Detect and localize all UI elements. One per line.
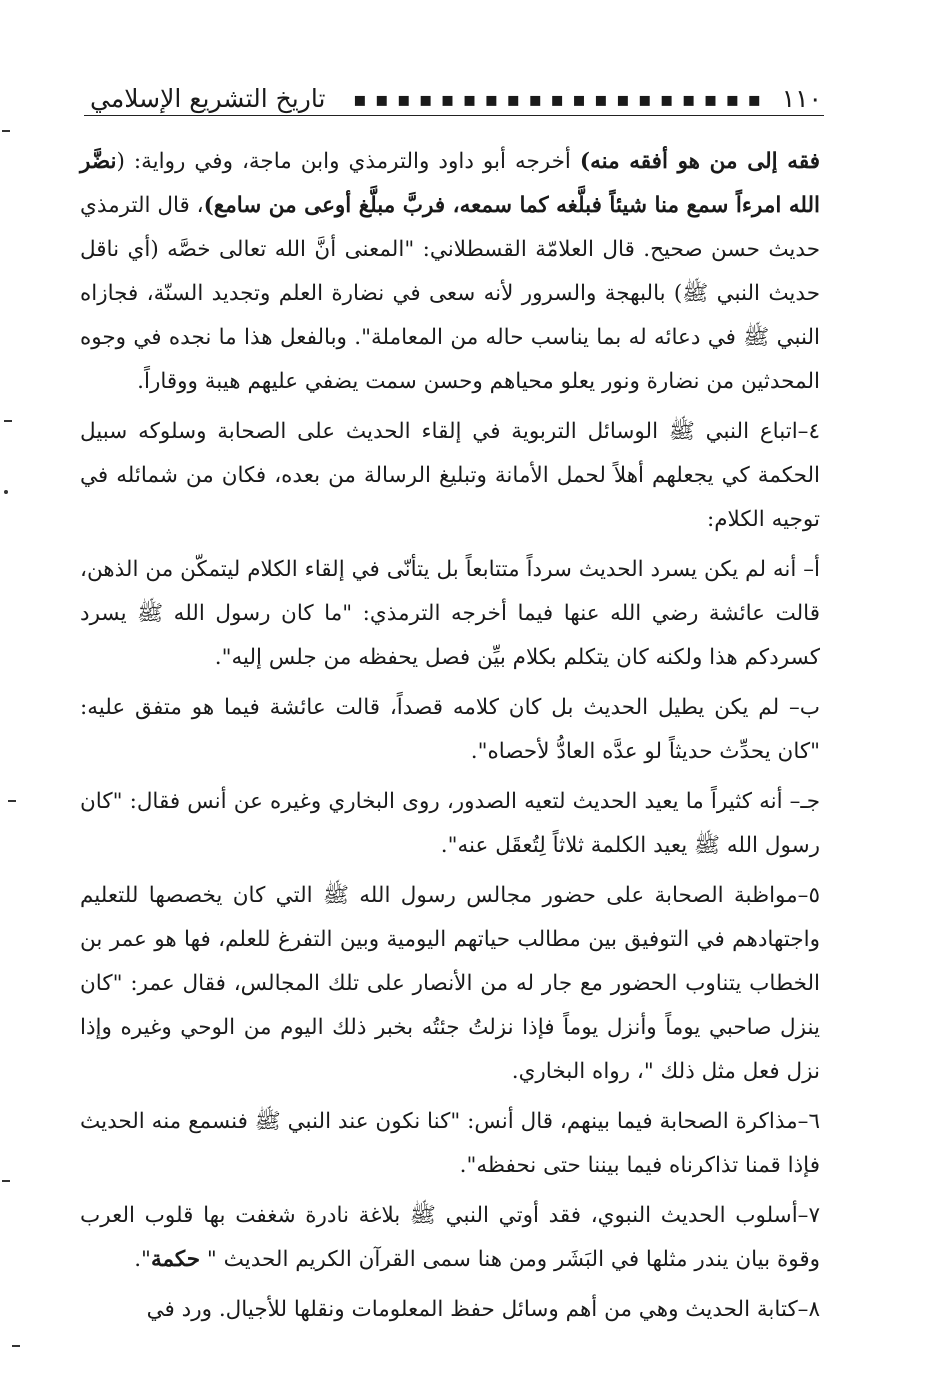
- header-rule: [84, 115, 824, 116]
- paragraph-item-6: ٦–مذاكرة الصحابة فيما بينهم، قال أنس: "كنا نكون عند النبي ﷺ فنسمع منه الحديث فإذا قمنا تذاكرناه فيما بيننا حتى نحفظه".: [80, 1109, 820, 1178]
- page-number: ١١٠: [781, 84, 822, 113]
- running-title: تاريخ التشريع الإسلامي: [90, 84, 326, 113]
- header-dotted-leader: ▪ ▪ ▪ ▪ ▪ ▪ ▪ ▪ ▪ ▪ ▪ ▪ ▪ ▪ ▪ ▪ ▪ ▪ ▪: [353, 87, 762, 111]
- text-run: ".: [134, 1247, 151, 1272]
- paragraph-hadith-commentary: [80, 140, 820, 404]
- bold-word: حكمة: [150, 1247, 201, 1272]
- scan-edge-mark: [8, 800, 16, 802]
- text-run: أخرجه أبو داود والترمذي وابن ماجة، وفي رواية: (: [116, 149, 580, 174]
- paragraph-item-7: [80, 1194, 820, 1282]
- paragraph-item-c: جـ– أنه كثيراً ما يعيد الحديث لتعيه الصدور، روى البخاري وغيره عن أنس فقال: "كان رسول الله ﷺ يعيد الكلمة ثلاثاً لِتُعقَل عنه".: [80, 789, 820, 858]
- scan-edge-mark: [2, 130, 10, 132]
- paragraph-item-b: ب– لم يكن يطيل الحديث بل كان كلامه قصداً، قالت عائشة فيما هو متفق عليه: "كان يحدِّث حديثاً لو عدَّه العادُّ لأحصاه".: [80, 695, 820, 764]
- scan-edge-mark: [12, 1345, 20, 1347]
- bold-quote: فقه إلى من هو أفقه منه): [579, 149, 820, 174]
- paragraph-item-a: أ– أنه لم يكن يسرد الحديث سرداً متتابعاً بل يتأنّى في إلقاء الكلام ليتمكّن من الذهن، قالت عائشة رضي الله عنها فيما أخرجه الترمذي: "ما كان رسول الله ﷺ يسرد كسردكم هذا ولكنه كان يتكلم بكلام بيِّن فصل يحفظه من جلس إليه".: [80, 557, 820, 670]
- paragraph-item-5: ٥–مواظبة الصحابة على حضور مجالس رسول الله ﷺ التي كان يخصصها للتعليم واجتهادهم في التوفيق بين مطالب حياتهم اليومية وبين التفرغ للعلم، فها هو عمر بن الخطاب يتناوب الحضور مع جار له من الأنصار على تلك المجالس، فقال عمر: "كان ينزل صاحبي يوماً وأنزل يوماً فإذا نزلتُ جئتُه بخبر ذلك اليوم من الوحي وغيره وإذا نزل فعل مثل ذلك "، رواه البخاري.: [80, 883, 820, 1084]
- paragraph-item-4: ٤–اتباع النبي ﷺ الوسائل التربوية في إلقاء الحديث على الصحابة وسلوكه سبيل الحكمة كي يجعلهم أهلاً لحمل الأمانة وتبليغ الرسالة من بعده، فكان من شمائله في توجيه الكلام:: [80, 419, 820, 532]
- scan-edge-mark: [4, 420, 12, 422]
- scan-edge-mark: [4, 490, 8, 494]
- bold-quote: نضَّر الله امرءاً سمع منا شيئاً فبلَّغه كما سمعه، فربَّ مبلَّغ أوعى من سامع): [80, 149, 820, 218]
- paragraph-item-8: ٨–كتابة الحديث وهي من أهم وسائل حفظ المعلومات ونقلها للأجيال. ورد في: [146, 1297, 820, 1322]
- text-run: ٧–أسلوب الحديث النبوي، فقد أوتي النبي ﷺ بلاغة نادرة شغفت بها قلوب العرب وقوة بيان يندر مثلها في البَشَر ومن هنا سمى القرآن الكريم الحديث ": [80, 1203, 820, 1272]
- scan-edge-mark: [2, 1180, 10, 1182]
- text-run: ، قال الترمذي حديث حسن صحيح. قال العلامّة القسطلاني: "المعنى أنَّ الله تعالى خصَّه (أي ناقل حديث النبي ﷺ) بالبهجة والسرور لأنه سعى في نضارة العلم وتجديد السنّة، فجازاه النبي ﷺ في دعائه له بما يناسب حاله من المعاملة". وبالفعل هذا ما نجده في وجوه المحدثين من نضارة ونور يعلو محياهم وحسن سمت يضفي عليهم هيبة ووقاراً.: [80, 193, 820, 394]
- page-body: [80, 140, 820, 1332]
- page-header: [84, 84, 824, 116]
